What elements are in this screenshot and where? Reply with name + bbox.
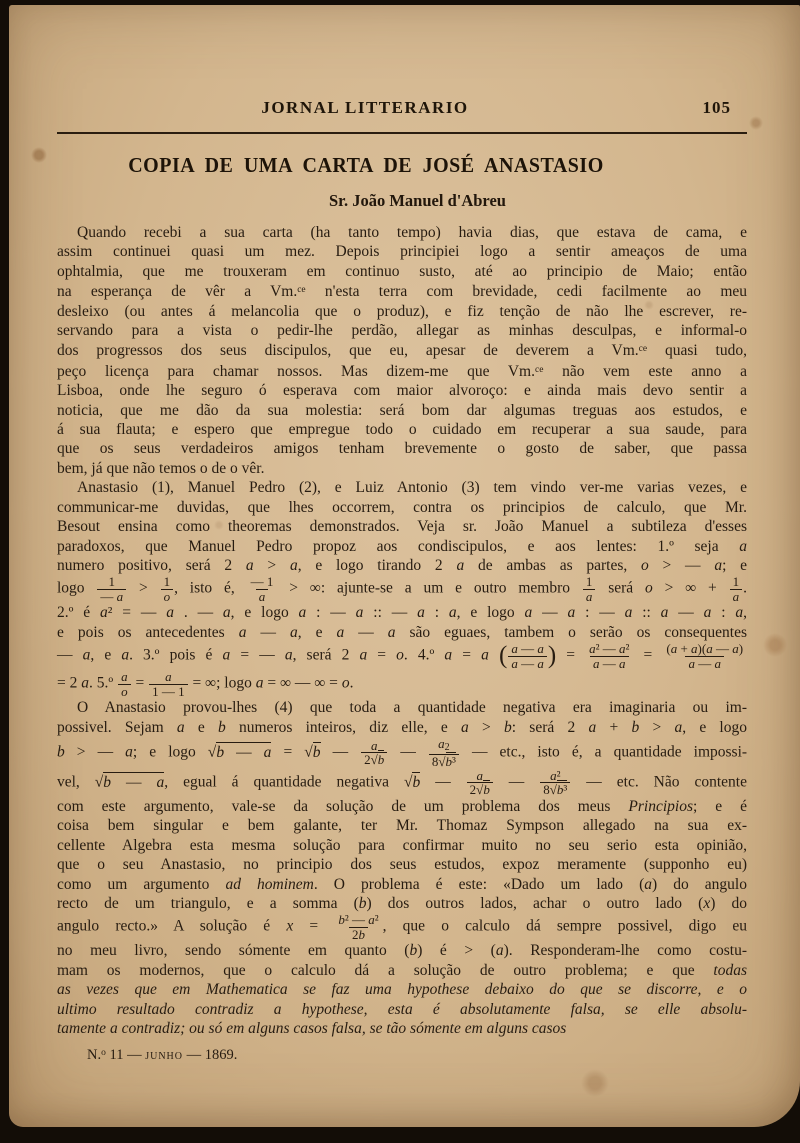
- text-line: cellente Algebra esta mesma solução para confirmar muito no seu serio esta opinião,: [57, 836, 747, 854]
- text-line: no meu livro, sendo sómente em quanto (b) é > (a). Responderam-lhe como costu-: [57, 942, 747, 960]
- text-line: na esperança de vêr a Vm.$^{ce}$ n'esta terra com brevidade, cedi facilmente ao meu: [57, 283, 747, 301]
- text-line: b > — a; e logo √b — a = √b — $\frac{a}{2√b}$ — $\frac{a_2}{\text{8√b³}}$ — etc., isto é, a quantidade impossi-: [57, 735, 748, 770]
- text-line: ophtalmia, que me trouxeram em continuo susto, até ao principio de Maio; então: [57, 262, 747, 280]
- text-line: coisa bem singular e bem galante, ter Mr. Thomaz Sympson allegado na sua ex-: [57, 817, 747, 835]
- text-line: O Anastasio provou-lhes (4) que toda a quantidade negativa era imaginaria ou im-: [77, 699, 747, 717]
- text-line: tamente a contradiz; ou só em alguns casos falsa, se tão sómente em alguns casos: [57, 1020, 567, 1037]
- text-line: servando para a vista o pedir-lhe perdão, allegar as minhas desculpas, e informal-o: [57, 322, 747, 340]
- text-line: noticia, que me dão da sua molestia: será bom dar algumas treguas aos estudos, e: [57, 401, 747, 419]
- article-title: COPIA DE UMA CARTA DE JOSÉ ANASTASIO: [128, 154, 604, 178]
- text-line: com este argumento, vale-se da solução de um problema dos meus Principios; e é: [57, 797, 748, 815]
- text-line: Lisboa, onde lhe seguro ó esperava com maior alvoroço: e ainda mais devo sentir a: [57, 382, 747, 400]
- text-line: como um argumento ad hominem. O problema é este: «Dado um lado (a) do angulo: [57, 875, 747, 893]
- text-line: angulo recto.» A solução é x = $\frac{\text{b² — a²}}{2b}$ , que o calculo dá sempre possivel, digo eu: [57, 912, 748, 942]
- text-line: communicar-me duvidas, que lhes occorrem, contra os principios de calculo, que Mr.: [57, 498, 747, 516]
- issue-footer: N.$^o$ 11 — junho — 1869.: [87, 1047, 238, 1064]
- text-line: numero positivo, será 2 a > a, e logo tirando 2 a de ambas as partes, o > — a; e: [57, 556, 748, 574]
- body-lines: [57, 223, 747, 1038]
- text-line: 2.º é a² = — a . — a, e logo a : — a :: — a : a, e logo a — a : — a :: a — a : a,: [57, 604, 748, 622]
- text-line: á sua flauta; e espero que empregue todo o cuidado em recuperar a sua saude, para: [57, 421, 747, 439]
- text-line: peço licença para chamar nossos. Mas dizem-me que Vm.$^{ce}$ não vem este anno a: [57, 362, 747, 380]
- text-line: as vezes que em Mathematica se faz uma hypothese debaixo do que se discorre, e o: [57, 981, 747, 999]
- scanned-page: [9, 5, 800, 1127]
- text-line: recto de um triangulo, e a somma (b) dos outros lados, achar o outro lado (x) do: [57, 894, 747, 912]
- page-header: [57, 98, 747, 119]
- header-rule: [57, 132, 747, 134]
- text-line: dos progressos dos seus discipulos, que eu, apesar de deverem a Vm.$^{ce}$ quasi tudo,: [57, 342, 747, 360]
- text-column: [57, 5, 747, 1064]
- text-line: — a, e a. 3.º pois é a = — a, será 2 a = o. 4.º a = a ( $\frac{a — a}{a — a}$ ) = $\frac{\text{a² — a²}}{a — a}$ = $\frac{(a + a)(a — a)}{a — a}$: [57, 641, 744, 671]
- text-line: = 2 a. 5.º $\frac{a}{o}$ = $\frac{a}{1 — 1}$ = ∞; logo a = ∞ — ∞ = o.: [57, 669, 354, 699]
- text-line: ultimo resultado contradiz a hypothese, esta é absolutamente falsa, se elle absolu-: [57, 1000, 747, 1018]
- text-line: possivel. Sejam a e b numeros inteiros, diz elle, e a > b: será 2 a + b > a, e logo: [57, 718, 747, 736]
- text-line: Anastasio (1), Manuel Pedro (2), e Luiz Antonio (3) tem vindo ver-me varias vezes, e: [77, 479, 747, 497]
- text-line: paradoxos, que Manuel Pedro propoz aos condiscipulos, e aos lentes: 1.º seja a: [57, 537, 747, 555]
- text-line: vel, √b — a, egual á quantidade negativa √b — $\frac{a}{2√b}$ — $\frac{\text{a²}}{\text{8√b³}}$ — etc. Não contente: [57, 767, 747, 798]
- text-line: assim continuei quasi um mez. Depois principiei logo a sentir ameaços de uma: [57, 243, 747, 261]
- salutation: Sr. João Manuel d'Abreu: [329, 191, 506, 210]
- text-line: que os seus verdadeiros amigos tenham brevemente o gosto de saber, que passa: [57, 440, 747, 458]
- page-number: 105: [702, 98, 731, 117]
- text-line: Quando recebi a sua carta (ha tanto tempo) havia dias, que estava de cama, e: [77, 224, 747, 241]
- text-line: logo $\frac{1}{— a}$ > $\frac{1}{o}$ , isto é, $\frac{— 1}{a}$ > ∞: ajunte-se a um e outro membro $\frac{1}{a}$ será o > ∞ + $\frac{1}{a}$ .: [57, 574, 748, 604]
- text-line: Besout ensina como theoremas demonstrados. Veja sr. João Manuel a subtileza d'esses: [57, 518, 747, 536]
- text-line: que o seu Anastasio, no principio dos seus estudos, expoz meramente (supponho eu): [57, 856, 747, 874]
- journal-title: JORNAL LITTERARIO: [261, 98, 469, 117]
- text-line: mam os modernos, que o calculo dá a solução de outro problema; e que todas: [57, 961, 747, 979]
- text-line: e pois os antecedentes a — a, e a — a são eguaes, tambem o serão os consequentes: [57, 623, 748, 641]
- text-line: desleixo (ou antes á melancolia que o produz), e fiz tenção de não lhe escrever, re-: [57, 302, 747, 320]
- text-line: bem, já que não temos o de o vêr.: [57, 459, 265, 477]
